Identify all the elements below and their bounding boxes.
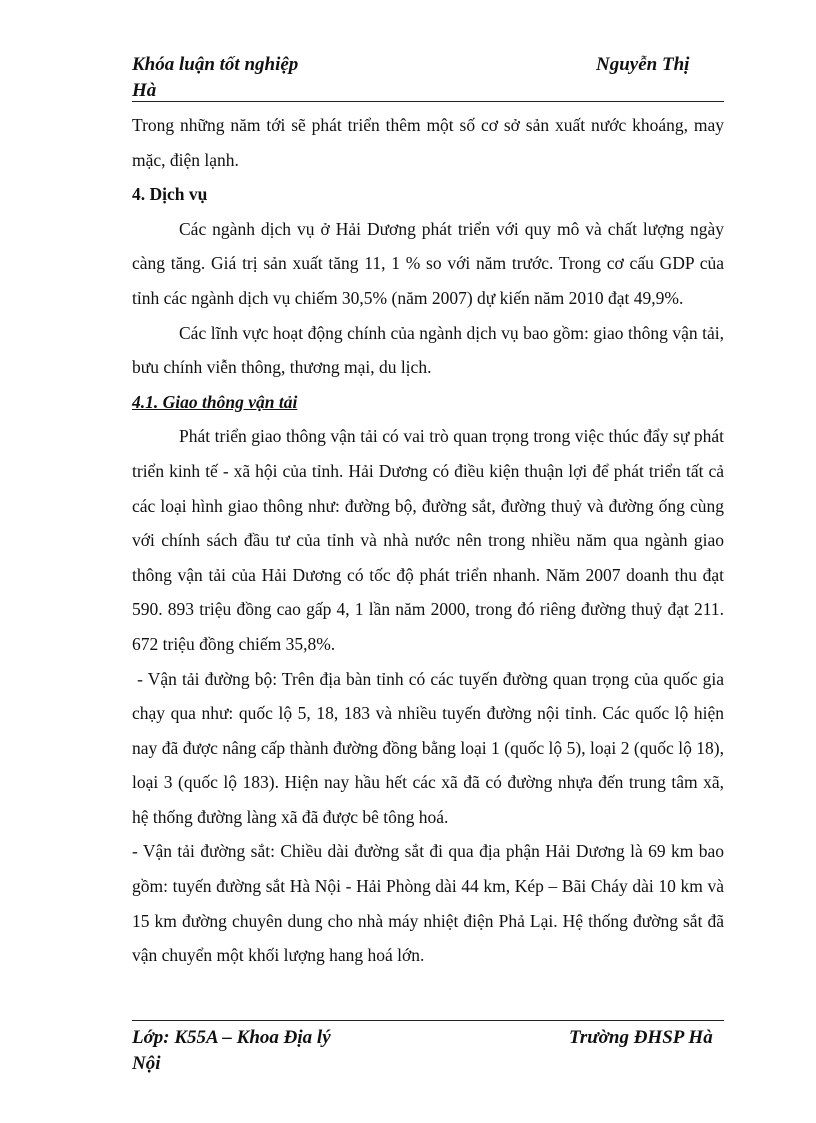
footer-class-info [132, 1025, 331, 1077]
road-transport-paragraph: - Vận tải đường bộ: Trên địa bàn tỉnh có các tuyến đường quan trọng của quốc gia chạy qua như: quốc lộ 5, 18, 183 và nhiều tuyến đường nội tỉnh. Các quốc lộ hiện nay đã được nâng cấp thành đường đồng bằng loại 1 (quốc lộ 5), loại 2 (quốc lộ 18), loại 3 (quốc lộ 183). Hiện nay hầu hết các xã đã có đường nhựa đến trung tâm xã, hệ thống đường làng xã đã được bê tông hoá. [132, 668, 729, 827]
section-4-heading: 4. Dịch vụ [132, 184, 208, 205]
section-4-paragraph-2: Các lĩnh vực hoạt động chính của ngành dịch vụ bao gồm: giao thông vận tải, bưu chính viễn thông, thương mại, du lịch. [132, 322, 724, 378]
header-author: Nguyễn Thị [596, 54, 690, 75]
page-footer [132, 1025, 724, 1075]
footer-left-line2: Nội [132, 1053, 161, 1074]
header-left-line2: Hà [132, 80, 157, 101]
section-4-paragraph-1: Các ngành dịch vụ ở Hải Dương phát triển với quy mô và chất lượng ngày càng tăng. Giá trị sản xuất tăng 11, 1 % so với năm trước. Trong cơ cấu GDP của tỉnh các ngành dịch vụ chiếm 30,5% (năm 2007) dự kiến năm 2010 đạt 49,9%. [132, 218, 724, 308]
intro-paragraph: Trong những năm tới sẽ phát triển thêm một số cơ sở sản xuất nước khoáng, may mặc, điện lạnh. [132, 115, 724, 170]
footer-left-line1: Lớp: K55A – Khoa Địa lý [132, 1027, 331, 1048]
page-body [132, 108, 729, 973]
rail-transport-paragraph: - Vận tải đường sắt: Chiều dài đường sắt đi qua địa phận Hải Dương là 69 km bao gồm: tuyến đường sắt Hà Nội - Hải Phòng dài 44 km, Kép – Bãi Cháy dài 10 km và 15 km đường chuyên dung cho nhà máy nhiệt điện Phả Lại. Hệ thống đường sắt đã vận chuyển một khối lượng hang hoá lớn. [132, 841, 724, 966]
footer-university: Trường ĐHSP Hà [569, 1027, 713, 1048]
page-header [132, 52, 724, 102]
section-4-1-paragraph-1: Phát triển giao thông vận tải có vai trò quan trọng trong việc thúc đẩy sự phát triển kinh tế - xã hội của tỉnh. Hải Dương có điều kiện thuận lợi để phát triển tất cả các loại hình giao thông như: đường bộ, đường sắt, đường thuỷ và đường ống cùng với chính sách đầu tư của tỉnh và nhà nước nên trong nhiều năm qua ngành giao thông vận tải của Hải Dương có tốc độ phát triển nhanh. Năm 2007 doanh thu đạt 590. 893 triệu đồng cao gấp 4, 1 lần năm 2000, trong đó riêng đường thuỷ đạt 211. 672 triệu đồng chiếm 35,8%. [132, 426, 724, 654]
footer-divider [132, 1020, 724, 1021]
header-thesis-title [132, 52, 298, 104]
header-left-line1: Khóa luận tốt nghiệp [132, 54, 299, 75]
header-divider [132, 101, 724, 102]
section-4-1-heading: 4.1. Giao thông vận tải [132, 391, 298, 412]
